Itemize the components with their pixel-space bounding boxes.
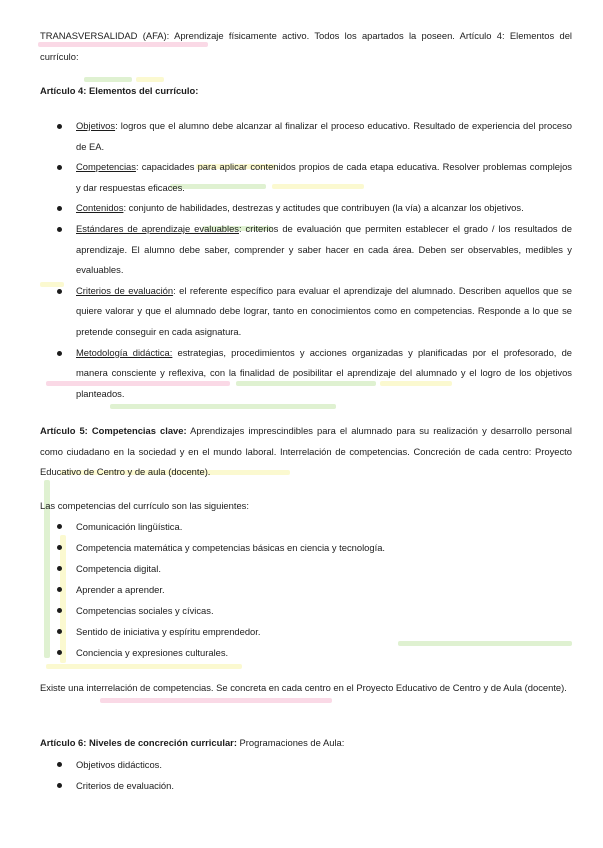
item-text: Sentido de iniciativa y espíritu emprendedor. xyxy=(76,626,261,637)
item-text: Criterios de evaluación. xyxy=(76,780,174,791)
bullet-icon xyxy=(57,566,62,571)
item-text: Objetivos didácticos. xyxy=(76,759,162,770)
bullet-icon xyxy=(57,124,62,129)
item-text: Aprender a aprender. xyxy=(76,584,165,595)
bullet-icon xyxy=(57,227,62,232)
art5-heading: Artículo 5: Competencias clave: xyxy=(40,425,187,436)
list-item xyxy=(40,642,572,663)
art5-paragraph xyxy=(40,421,572,483)
intro-paragraph: TRANASVERSALIDAD (AFA): Aprendizaje físicamente activo. Todos los apartados la poseen. Artículo 4: Elementos del currículo: xyxy=(40,30,572,62)
competencias-list xyxy=(40,516,572,663)
bullet-icon xyxy=(57,650,62,655)
list-item xyxy=(40,600,572,621)
closing-paragraph: Existe una interrelación de competencias. Se concreta en cada centro en el Proyecto Educativo de Centro y de Aula (docente). xyxy=(40,682,567,693)
item-text: Competencia matemática y competencias básicas en ciencia y tecnología. xyxy=(76,542,386,553)
item-text: estrategias, procedimientos y acciones organizadas y planificadas por el profesorado, de manera consciente y reflexiva, con la finalidad de posibilitar el aprendizaje del alumnado y el logro de los objetivos planteados. xyxy=(76,346,573,399)
bullet-icon xyxy=(57,587,62,592)
highlight-mark xyxy=(46,664,242,669)
item-text: Comunicación lingüística. xyxy=(76,521,183,532)
bullet-icon xyxy=(57,524,62,529)
bullet-icon xyxy=(57,165,62,170)
list-item xyxy=(40,537,572,558)
item-text: : criterios de evaluación que permiten establecer el grado / los resultados de aprendizaje. El alumno debe saber, comprender y saber hacer en cada área. Deben ser observables, medibles y evaluables. xyxy=(76,222,572,276)
list-item xyxy=(40,281,572,343)
item-text: : capacidades para aplicar contenidos propios de cada etapa educativa. Resolver problemas complejos y dar respuestas eficaces. xyxy=(76,161,572,193)
list-item xyxy=(40,343,572,405)
item-text: : conjunto de habilidades, destrezas y actitudes que contribuyen (la vía) a alcanzar los objetivos. xyxy=(123,202,524,214)
list-item xyxy=(40,157,572,198)
art6-list xyxy=(40,754,572,796)
item-term: Contenidos xyxy=(76,202,124,214)
item-term: Metodología didáctica: xyxy=(76,346,173,358)
list-item xyxy=(40,219,572,281)
list-item xyxy=(40,754,572,775)
bullet-icon xyxy=(57,762,62,767)
item-text: : el referente específico para evaluar el aprendizaje del alumnado. Describen aquellos que se quiere valorar y que el alumnado debe lograr, tanto en conocimientos como en competencias. Responde a lo que se pretende conseguir en cada asignatura. xyxy=(76,284,572,337)
highlight-mark xyxy=(110,404,336,409)
art6-paragraph xyxy=(40,733,572,754)
list-item xyxy=(40,579,572,600)
bullet-icon xyxy=(57,608,62,613)
list-item xyxy=(40,198,572,219)
art4-heading: Artículo 4: Elementos del currículo: xyxy=(40,85,199,96)
art4-element-list xyxy=(40,116,572,404)
item-text: Competencia digital. xyxy=(76,563,161,574)
highlight-mark xyxy=(100,698,332,703)
bullet-icon xyxy=(57,289,62,294)
art5-text: Aprendizajes imprescindibles para el alumnado para su realización y desarrollo personal como ciudadano en la sociedad y en el mundo laboral. Interrelación de competencias. Concreción de cada centro: Proyecto Educativo de Centro y de aula (docente). xyxy=(40,425,572,478)
art6-heading: Artículo 6: Niveles de concreción curricular: xyxy=(40,737,237,748)
item-text: Conciencia y expresiones culturales. xyxy=(76,647,229,658)
list-item xyxy=(40,775,572,796)
list-item xyxy=(40,116,572,157)
list-item xyxy=(40,558,572,579)
bullet-icon xyxy=(57,629,62,634)
item-term: Competencias xyxy=(76,161,136,173)
art6-text: Programaciones de Aula: xyxy=(236,737,345,748)
item-term: Estándares de aprendizaje evaluables xyxy=(76,222,239,234)
item-term: Objetivos xyxy=(76,120,116,131)
item-term: Criterios de evaluación xyxy=(76,284,174,296)
item-text: : logros que el alumno debe alcanzar al finalizar el proceso educativo. Resultado de experiencia del proceso de EA. xyxy=(76,120,572,152)
item-text: Competencias sociales y cívicas. xyxy=(76,605,214,616)
competencias-intro: Las competencias del currículo son las siguientes: xyxy=(40,500,249,511)
bullet-icon xyxy=(57,351,62,356)
bullet-icon xyxy=(57,783,62,788)
bullet-icon xyxy=(57,545,62,550)
list-item xyxy=(40,516,572,537)
bullet-icon xyxy=(57,206,62,211)
list-item xyxy=(40,621,572,642)
